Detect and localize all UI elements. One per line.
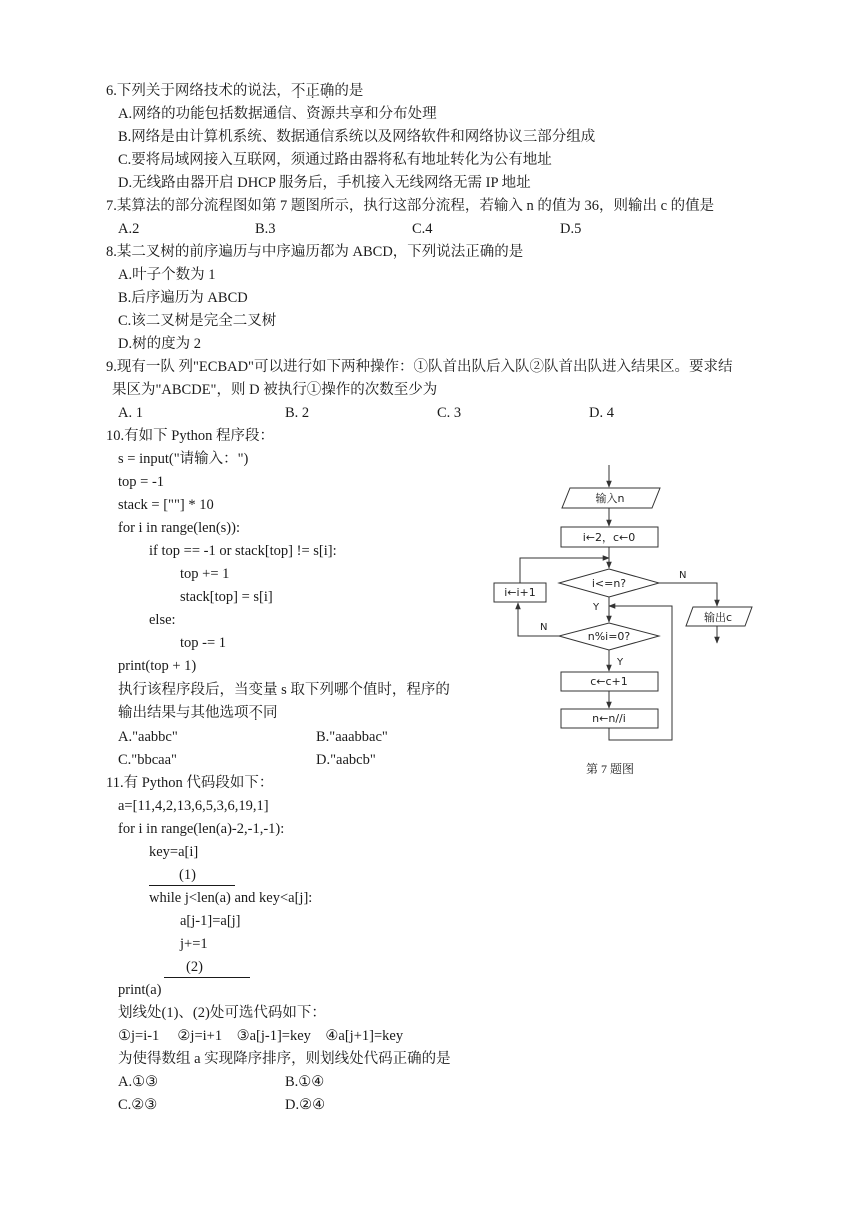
flow-decision-divisible-label: n%i=0? [587, 630, 631, 643]
flow-decision-divisible [559, 623, 659, 650]
q9-stem-line2: 果区为"ABCDE"，则 D 被执行①操作的次数至少为 [112, 382, 438, 398]
q7-option-c: C.4 [412, 221, 433, 237]
code-line: s = input("请输入：") [118, 451, 249, 467]
code-line: for i in range(len(s)): [118, 520, 240, 536]
flow-init-box [561, 527, 658, 547]
code-line: stack = [""] * 10 [118, 497, 214, 513]
q11-option-a: A.①③ [118, 1074, 159, 1090]
q8-option-c: C.该二叉树是完全二叉树 [118, 313, 277, 329]
q11-choices-intro: 划线处(1)、(2)处可选代码如下： [118, 1005, 326, 1021]
flow-decision-loop [559, 569, 659, 597]
flow-decision-loop-label: i<=n? [591, 577, 627, 590]
q9-option-b: B. 2 [285, 405, 310, 421]
flow-divide-label: n←n//i [592, 712, 626, 725]
q11-choices: ①j=i-1 ②j=i+1 ③a[j-1]=key ④a[j+1]=key [118, 1028, 404, 1044]
q11-option-c: C.②③ [118, 1097, 158, 1113]
q7-option-a: A.2 [118, 221, 140, 237]
emphasis-char: 不 [290, 83, 306, 99]
q11-question: 为使得数组 a 实现降序排序，则划线处代码正确的是 [118, 1051, 451, 1067]
q6-option-a: A.网络的功能包括数据通信、资源共享和分布处理 [118, 106, 437, 122]
q9-option-d: D. 4 [589, 405, 614, 421]
flow-input-label: 输入n [595, 492, 625, 505]
emphasis-char: 正 [305, 83, 320, 99]
q9-option-c: C. 3 [437, 405, 462, 421]
flow-divide-box [561, 709, 658, 728]
figure-caption: 第 7 题图 [585, 762, 635, 776]
code-line: a=[11,4,2,13,6,5,3,6,19,1] [118, 798, 269, 814]
q11-option-d: D.②④ [285, 1097, 326, 1113]
blank-2: (2) [164, 957, 250, 978]
q10-option-d: D."aabcb" [316, 752, 376, 768]
code-line: key=a[i] [149, 844, 199, 860]
flow-label-y: Y [617, 657, 624, 668]
flow-increment-box [494, 583, 546, 602]
flow-output-box [686, 607, 752, 626]
emphasis-char: 确 [319, 83, 335, 99]
code-line: print(a) [118, 982, 162, 998]
flow-label-y: Y [593, 602, 600, 613]
q7-option-d: D.5 [560, 221, 582, 237]
flow-label-n: N [679, 570, 687, 581]
code-line: stack[top] = s[i] [180, 589, 273, 605]
code-line: j+=1 [180, 936, 208, 952]
q11-stem: 11.有 Python 代码段如下： [106, 775, 274, 791]
q10-stem: 10.有如下 Python 程序段： [106, 428, 274, 444]
q6-stem: 6.下列关于网络技术的说法，不正确的是 [106, 83, 364, 99]
q8-option-a: A.叶子个数为 1 [118, 267, 216, 283]
q7-option-b: B.3 [255, 221, 276, 237]
emphasis-char: 不 [248, 705, 263, 721]
flow-init-label: i←2，c←0 [582, 531, 636, 544]
flow-increment-label: i←i+1 [504, 586, 536, 599]
q10-option-b: B."aaabbac" [316, 729, 388, 745]
code-line: else: [149, 612, 176, 628]
q6-option-b: B.网络是由计算机系统、数据通信系统以及网络软件和网络协议三部分组成 [118, 129, 596, 145]
q6-option-d: D.无线路由器开启 DHCP 服务后，手机接入无线网络无需 IP 地址 [118, 175, 531, 191]
blank-1: (1) [149, 865, 235, 886]
flow-count-box [561, 672, 658, 691]
q8-option-b: B.后序遍历为 ABCD [118, 290, 248, 306]
code-line: print(top + 1) [118, 658, 197, 674]
flow-input-box [562, 488, 660, 508]
q10-option-a: A."aabbc" [118, 729, 178, 745]
code-line: if top == -1 or stack[top] != s[i]: [149, 543, 337, 559]
q10-question-line2: 输出结果与其他选项不同 [118, 705, 278, 721]
flow-output-label: 输出c [703, 611, 733, 624]
q10-question-line1: 执行该程序段后，当变量 s 取下列哪个值时，程序的 [118, 682, 450, 698]
code-line: top = -1 [118, 474, 165, 490]
q8-option-d: D.树的度为 2 [118, 336, 201, 352]
q6-option-c: C.要将局域网接入互联网，须通过路由器将私有地址转化为公有地址 [118, 152, 552, 168]
flow-label-n: N [540, 622, 548, 633]
q9-stem-line1: 9.现有一队 列"ECBAD"可以进行如下两种操作：①队首出队后入队②队首出队进入结果区。要求结 [106, 359, 733, 375]
code-line: top -= 1 [180, 635, 227, 651]
code-line: for i in range(len(a)-2,-1,-1): [118, 821, 285, 837]
code-line: a[j-1]=a[j] [180, 913, 241, 929]
code-line: while j<len(a) and key<a[j]: [149, 890, 313, 906]
q10-option-c: C."bbcaa" [118, 752, 177, 768]
q8-stem: 8.某二叉树的前序遍历与中序遍历都为 ABCD，下列说法正确的是 [106, 244, 524, 260]
code-line: top += 1 [180, 566, 230, 582]
flow-count-label: c←c+1 [590, 675, 628, 688]
q7-stem: 7.某算法的部分流程图如第 7 题图所示，执行这部分流程，若输入 n 的值为 36，则输出 c 的值是 [106, 198, 715, 214]
q9-option-a: A. 1 [118, 405, 143, 421]
q11-option-b: B.①④ [285, 1074, 325, 1090]
